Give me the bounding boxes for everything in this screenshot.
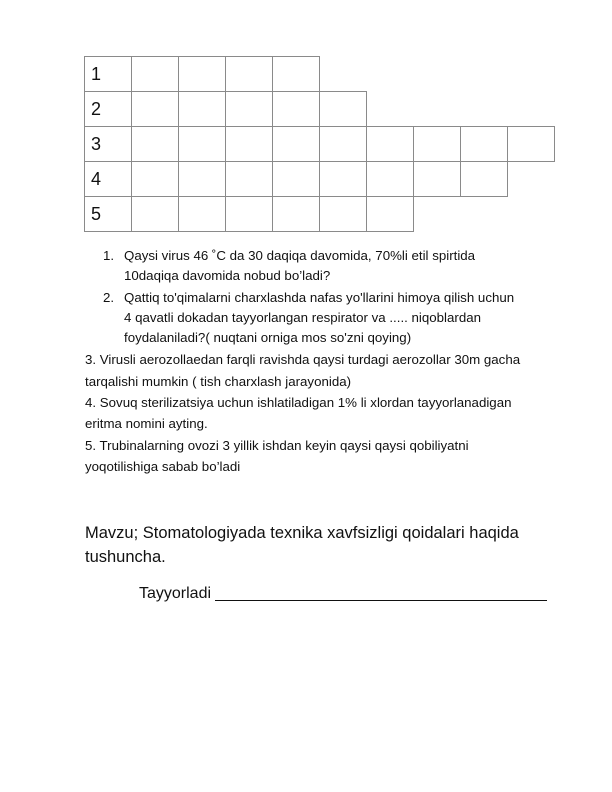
crossword-cell[interactable]: [178, 196, 226, 232]
crossword-cell[interactable]: [131, 56, 179, 92]
question-3-line-1: 3. Virusli aerozollaedan farqli ravishda qaysi turdagi aerozollar 30m gacha: [85, 352, 521, 367]
crossword-cell[interactable]: [131, 91, 179, 127]
crossword-cell[interactable]: [272, 56, 320, 92]
topic-line-1: Mavzu; Stomatologiyada texnika xavfsizligi qoidalari haqida: [85, 524, 519, 542]
crossword-cell[interactable]: [131, 161, 179, 197]
crossword-cell[interactable]: [178, 126, 226, 162]
crossword-cell[interactable]: [319, 126, 367, 162]
crossword-cell[interactable]: [225, 56, 273, 92]
crossword-cell[interactable]: [225, 196, 273, 232]
crossword-cell[interactable]: [225, 91, 273, 127]
crossword-cell[interactable]: [366, 161, 414, 197]
crossword-row-number: 5: [91, 204, 102, 224]
crossword-cell[interactable]: [131, 126, 179, 162]
crossword-cell[interactable]: [272, 126, 320, 162]
question-2-number: 2.: [103, 290, 115, 305]
signature-line[interactable]: [215, 600, 547, 601]
question-2-line-1: Qattiq to'qimalarni charxlashda nafas yo'llarini himoya qilish uchun: [124, 290, 515, 305]
crossword-cell[interactable]: [319, 196, 367, 232]
crossword-cell[interactable]: [272, 91, 320, 127]
crossword-cell[interactable]: [178, 91, 226, 127]
crossword-cell[interactable]: [131, 196, 179, 232]
signature-label: Tayyorladi: [139, 585, 212, 602]
crossword-number-cell: [84, 196, 132, 232]
question-5-line-2: yoqotilishiga sabab bo’ladi: [85, 459, 241, 474]
question-2-line-2: 4 qavatli dokadan tayyorlangan respirator va ..... niqoblardan: [124, 310, 482, 325]
crossword-row-number: 1: [91, 64, 102, 84]
crossword-cell[interactable]: [272, 161, 320, 197]
crossword-cell[interactable]: [507, 126, 555, 162]
crossword-cell[interactable]: [460, 161, 508, 197]
question-1-line-1: Qaysi virus 46 ˚C da 30 daqiqa davomida, 70%li etil spirtida: [124, 248, 476, 263]
crossword-cell[interactable]: [366, 196, 414, 232]
question-1-line-2: 10daqiqa davomida nobud bo’ladi?: [124, 268, 331, 283]
crossword-cell[interactable]: [413, 126, 461, 162]
question-1-number: 1.: [103, 248, 115, 263]
crossword-row-number: 4: [91, 169, 102, 189]
topic-line-2: tushuncha.: [85, 548, 166, 566]
crossword-cell[interactable]: [178, 56, 226, 92]
crossword-cell[interactable]: [413, 161, 461, 197]
crossword-cell[interactable]: [319, 91, 367, 127]
crossword-cell[interactable]: [178, 161, 226, 197]
crossword-cell[interactable]: [460, 126, 508, 162]
crossword-cell[interactable]: [319, 161, 367, 197]
crossword-row-number: 3: [91, 134, 102, 154]
crossword-number-cell: [84, 56, 132, 92]
question-4-line-1: 4. Sovuq sterilizatsiya uchun ishlatiladigan 1% li xlordan tayyorlanadigan: [85, 395, 512, 410]
question-2-line-3: foydalaniladi?( nuqtani orniga mos so'zni qoying): [124, 330, 412, 345]
crossword-row-number: 2: [91, 99, 102, 119]
question-4-line-2: eritma nomini ayting.: [85, 416, 208, 431]
crossword-cell[interactable]: [225, 126, 273, 162]
question-5-line-1: 5. Trubinalarning ovozi 3 yillik ishdan keyin qaysi qaysi qobiliyatni: [85, 438, 469, 453]
question-3-line-2: tarqalishi mumkin ( tish charxlash jarayonida): [85, 374, 352, 389]
crossword-cell[interactable]: [272, 196, 320, 232]
crossword-number-cell: [84, 126, 132, 162]
crossword-number-cell: [84, 161, 132, 197]
crossword-number-cell: [84, 91, 132, 127]
crossword-cell[interactable]: [225, 161, 273, 197]
crossword-cell[interactable]: [366, 126, 414, 162]
